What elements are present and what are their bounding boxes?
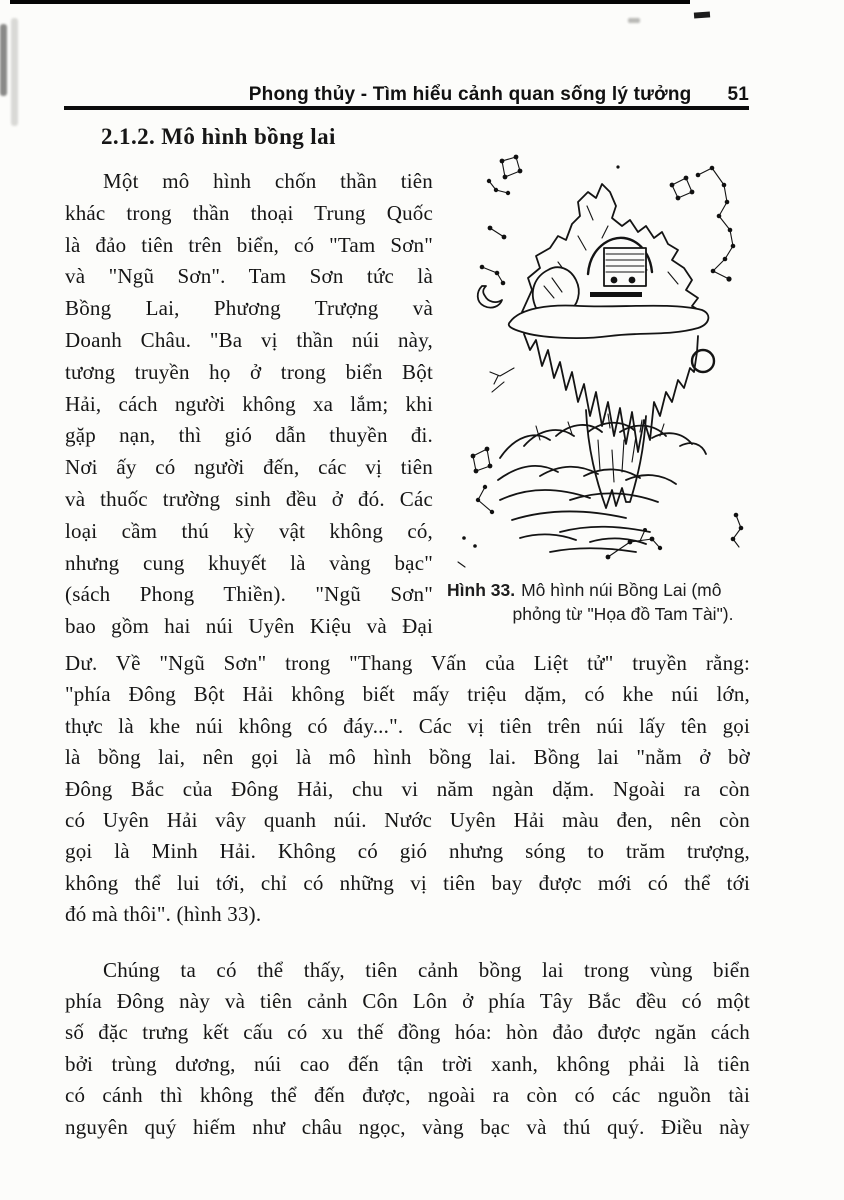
text-line: (sách Phong Thiền). "Ngũ Sơn" <box>65 582 433 607</box>
section-heading: 2.1.2. Mô hình bồng lai <box>101 124 336 149</box>
text-line: đó mà thôi". (hình 33). <box>65 902 262 927</box>
figure-caption-label: Hình 33. <box>447 580 516 600</box>
running-header <box>65 84 749 106</box>
text-line: phía Đông này và tiên cảnh Côn Lôn ở phía Tây Bắc đều có một <box>65 989 750 1014</box>
text-line: Doanh Châu. "Ba vị thần núi này, <box>65 327 433 352</box>
text-line: Hải, cách người không xa lắm; khi <box>65 391 433 416</box>
scan-artifact-edge-streak <box>11 18 18 126</box>
text-line: có cánh thì không thể đến được, ngoài ra còn có các nguồn tài <box>65 1083 750 1108</box>
text-line: loại cầm thú kỳ vật không có, <box>65 518 433 543</box>
figure-caption-line1: Hình 33. Mô hình núi Bồng Lai (mô <box>447 580 722 600</box>
text-line: thực là khe núi không có đáy...". Các vị tiên trên núi lấy tên gọi <box>65 713 750 738</box>
text-line: "phía Đông Bột Hải không biết mấy triệu dặm, có khe núi lớn, <box>65 682 750 707</box>
text-line: bao gồm hai núi Uyên Kiệu và Đại <box>65 614 433 639</box>
text-line: Đông Bắc của Đông Hải, chu vi năm ngàn dặm. Ngoài ra còn <box>65 776 750 801</box>
text-line: có Uyên Hải vây quanh núi. Nước Uyên Hải màu đen, nên còn <box>65 808 750 833</box>
text-line: khác trong thần thoại Trung Quốc <box>65 200 433 225</box>
figure-caption <box>447 578 765 626</box>
text-line: là đảo tiên trên biển, có "Tam Sơn" <box>65 232 433 257</box>
figure-caption-line2: phỏng từ "Họa đồ Tam Tài"). <box>512 604 734 624</box>
island-drawing <box>490 184 708 552</box>
text-line: số đặc trưng kết cấu có xu thế đồng hóa: hòn đảo được ngăn cách <box>65 1020 750 1045</box>
running-header-title: Phong thủy - Tìm hiểu cảnh quan sống lý tưởng <box>248 84 692 105</box>
header-rule <box>64 106 749 110</box>
text-line: Nơi ấy có người đến, các vị tiên <box>65 455 433 480</box>
text-line: Bồng Lai, Phương Trượng và <box>65 296 433 321</box>
body-column <box>65 166 433 643</box>
body-full-width <box>65 648 750 1143</box>
scan-artifact-dash <box>694 11 710 18</box>
scan-artifact-edge-blob <box>0 24 7 96</box>
text-line: bởi trùng dương, núi cao đến tận trời xanh, không phải là tiên <box>65 1051 750 1076</box>
text-line: Chúng ta có thể thấy, tiên cảnh bồng lai trong vùng biển <box>103 957 750 982</box>
constellation-mid-left <box>478 226 507 308</box>
page-number: 51 <box>727 84 749 105</box>
constellation-bottom-right <box>731 513 744 547</box>
text-line: không thể lui tới, chỉ có những vị tiên bay được mới có thể tới <box>65 870 750 895</box>
text-line: Một mô hình chốn thần tiên <box>103 169 433 193</box>
scan-artifact-top-bar <box>10 0 690 4</box>
text-line: tương truyền họ ở trong biển Bột <box>65 359 433 384</box>
text-line: nguyên quý hiếm như châu ngọc, vàng bạc và thú quý. Điều này <box>65 1114 750 1139</box>
text-line: và thuốc trường sinh đều ở đó. Các <box>65 486 433 511</box>
constellation-bottom-left <box>458 447 494 567</box>
text-line: là bồng lai, nên gọi là mô hình bồng lai. Bồng lai "nằm ở bờ <box>65 745 750 770</box>
text-line: nhưng cung khuyết là vàng bạc" <box>65 550 433 575</box>
text-line: gọi là Minh Hải. Không có gió nhưng sóng to trăm trượng, <box>65 839 750 864</box>
text-line: Dư. Về "Ngũ Sơn" trong "Thang Vấn của Liệt tử" truyền rằng: <box>65 651 750 675</box>
constellation-bottom-center <box>606 528 663 559</box>
figure-illustration <box>440 140 832 578</box>
text-line: và "Ngũ Sơn". Tam Sơn tức là <box>65 264 433 289</box>
text-line: gặp nạn, thì gió dẫn thuyền đi. <box>65 423 433 448</box>
scan-artifact-smudge <box>628 18 640 23</box>
